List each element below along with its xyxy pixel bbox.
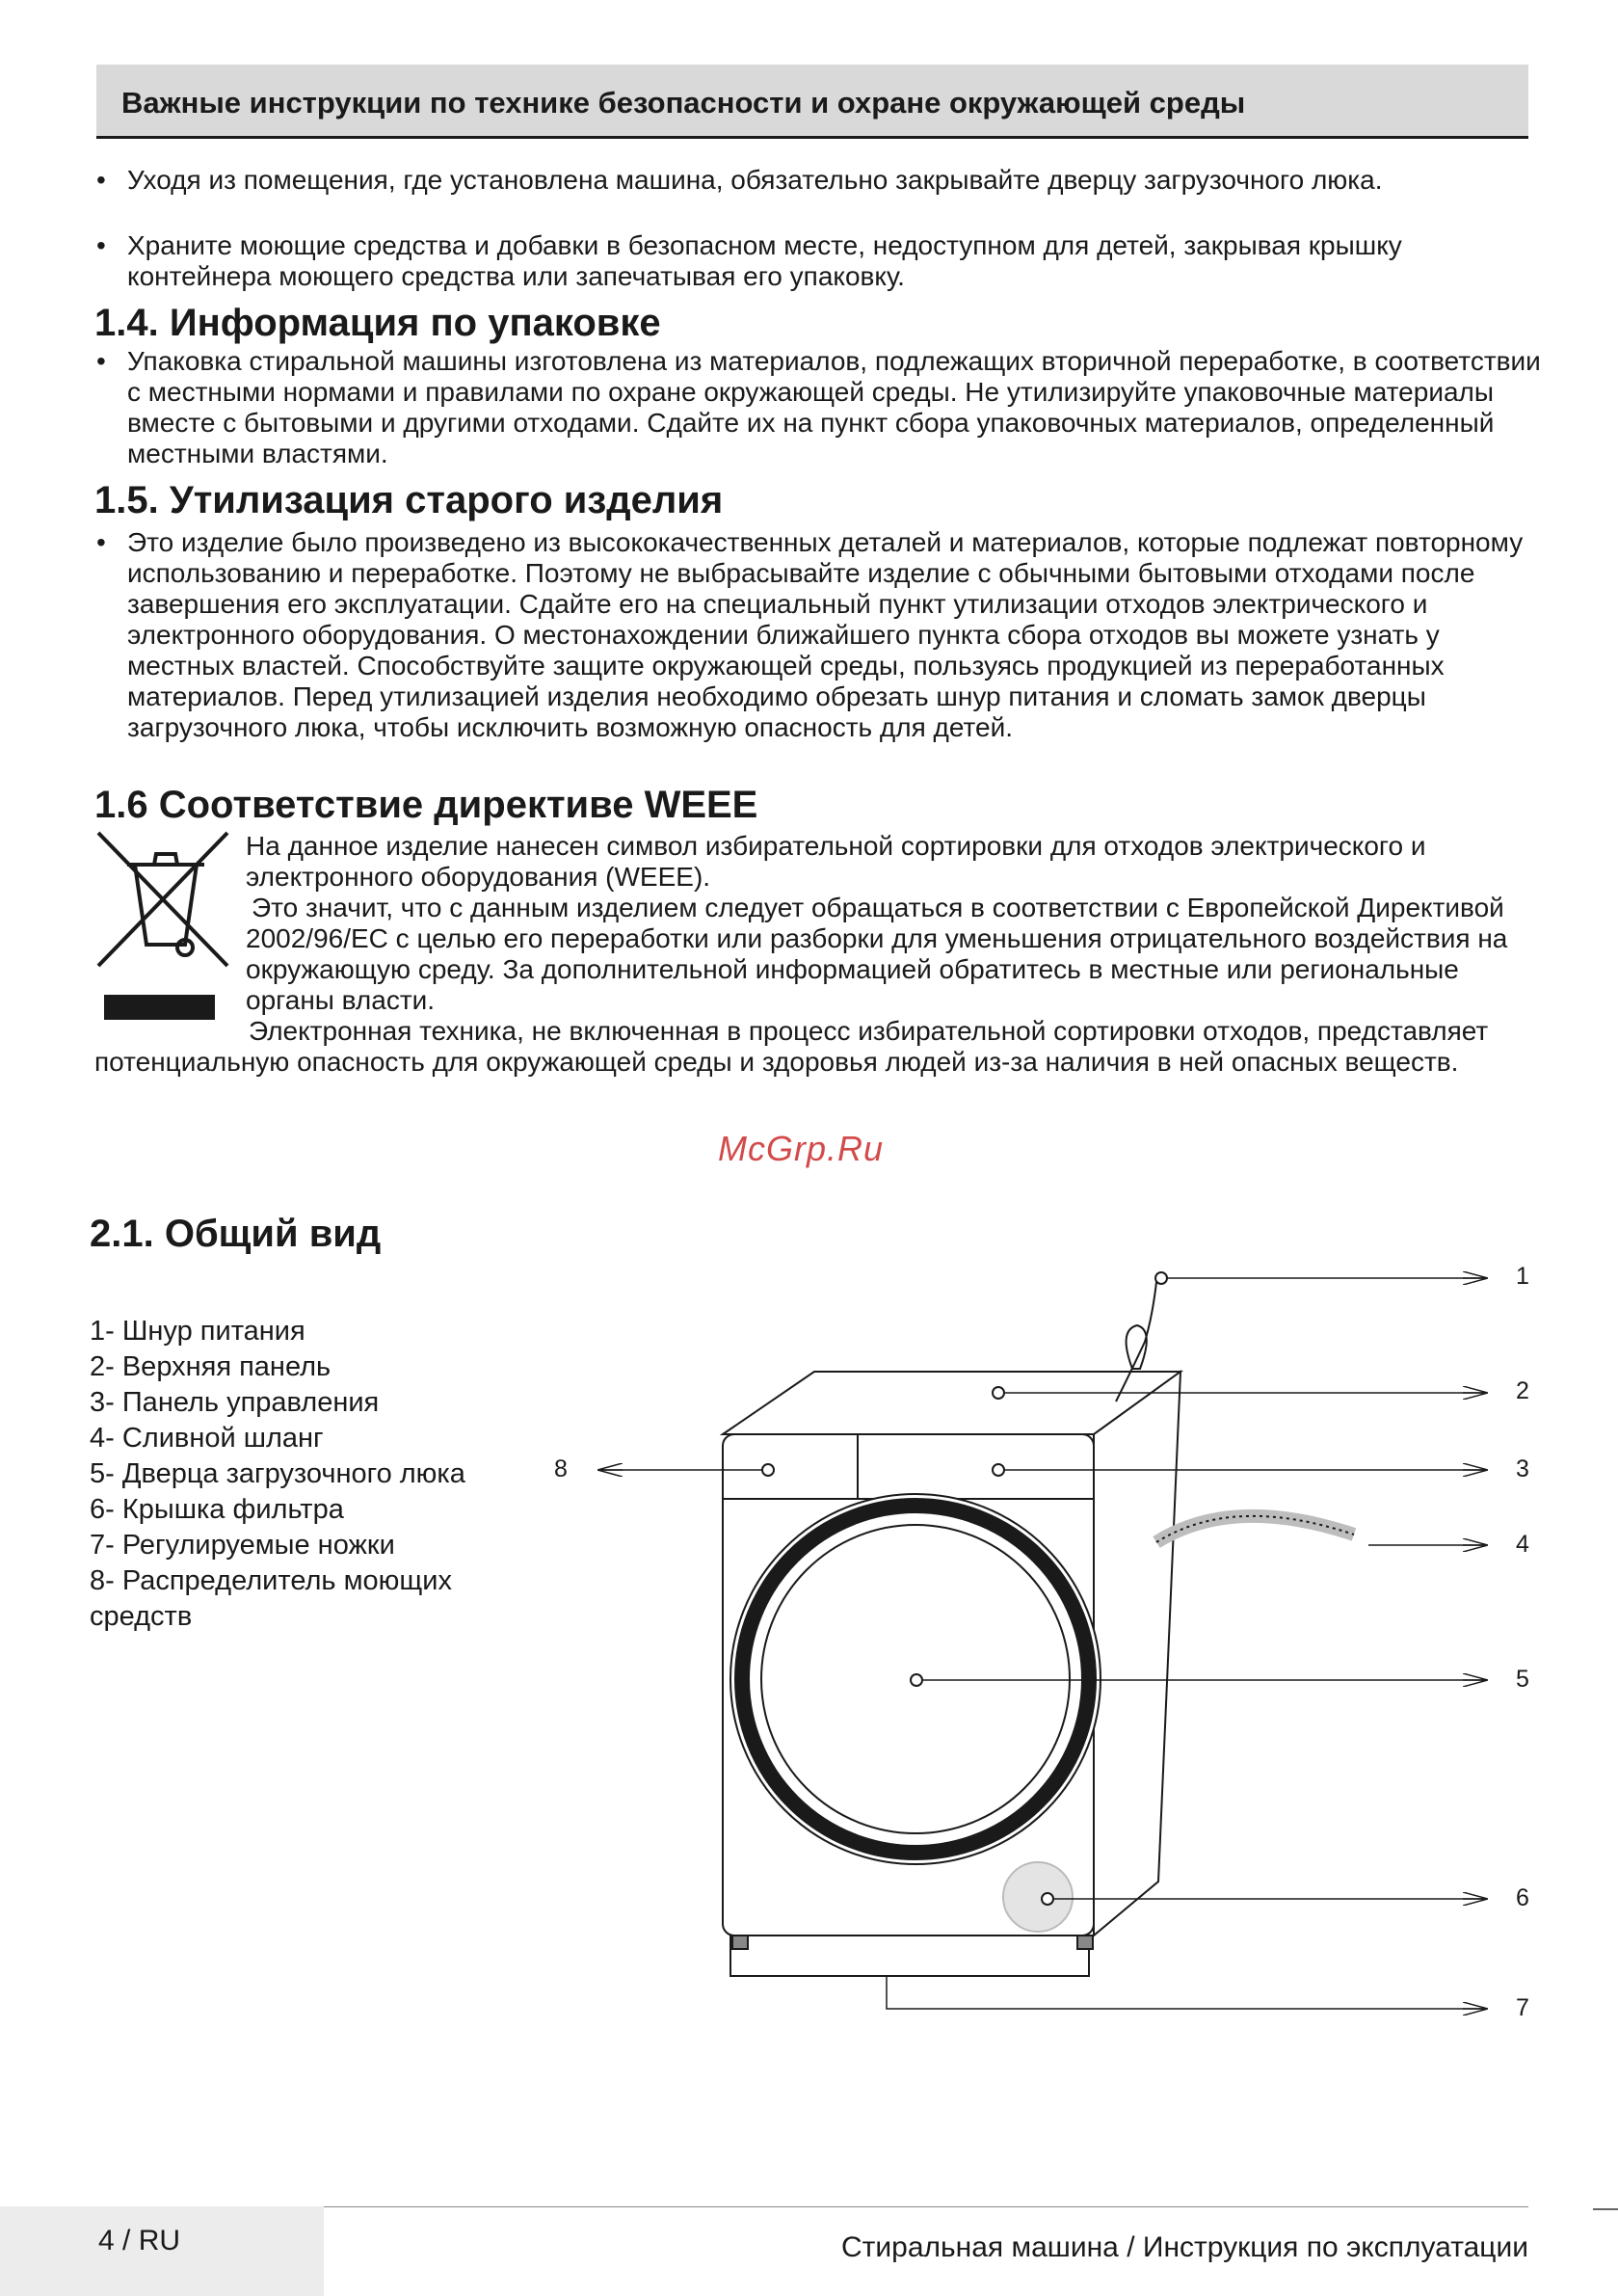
footer-tick: [1593, 2208, 1618, 2210]
weee-paragraph-2: Это значит, что с данным изделием следует обращаться в соответствии с Европейской Директивой 2002/96/EC с целью его переработки или разборки для уменьшения отрицательного воздействия на окружающую среду. За дополнительной информацией обратитесь в местные или региональные органы власти.: [246, 893, 1508, 1015]
legend-item: 8- Распределитель моющих средств: [90, 1565, 452, 1632]
callout-number: 1: [1516, 1263, 1529, 1290]
section-title-disposal: 1.5. Утилизация старого изделия: [94, 479, 724, 521]
legend-item: 7- Регулируемые ножки: [90, 1530, 395, 1561]
callout-number: 8: [554, 1455, 568, 1482]
legend-item: 1- Шнур питания: [90, 1316, 305, 1347]
footer-doc-title: Стиральная машина / Инструкция по эксплуатации: [840, 2231, 1528, 2263]
bullet-dot: •: [96, 165, 106, 195]
weee-paragraph-1: На данное изделие нанесен символ избирательной сортировки для отходов электрического и электронного оборудования (WEEE).: [246, 831, 1426, 892]
header-title: Важные инструкции по технике безопасности и охране окружающей среды: [121, 86, 1246, 120]
bullet-dot: •: [96, 346, 106, 376]
page-number: 4 / RU: [98, 2225, 181, 2256]
callout-number: 5: [1516, 1666, 1529, 1693]
legend-item: 2- Верхняя панель: [90, 1351, 332, 1382]
legend-item: 3- Панель управления: [90, 1387, 380, 1418]
footer-divider: [324, 2206, 1528, 2207]
list-item: [96, 346, 1542, 469]
legend-item: 6- Крышка фильтра: [90, 1494, 344, 1525]
weee-paragraph-3: Электронная техника, не включенная в процесс избирательной сортировки отходов, представляет потенциальную опасность для окружающей среды и здоровья людей из-за наличия в ней опасных веществ.: [94, 1016, 1489, 1077]
section-title-weee: 1.6 Соответствие директиве WEEE: [94, 784, 758, 826]
callout-number: 7: [1516, 1994, 1529, 2021]
list-item-text: Упаковка стиральной машины изготовлена из материалов, подлежащих вторичной переработке, в соответствии с местными нормами и правилами по охране окружающей среды. Не утилизируйте упаковочные материалы вместе с бытовыми и другими отходами. Сдайте их на пункт сбора упаковочных материалов, определенный местными властями.: [127, 346, 1541, 468]
bullet-dot: •: [96, 230, 106, 260]
callout-number: 4: [1516, 1531, 1529, 1558]
legend-item: 4- Сливной шланг: [90, 1423, 324, 1454]
list-item: [96, 165, 1542, 196]
list-item-text: Это изделие было произведено из высококачественных деталей и материалов, которые подлежат повторному использованию и переработке. Поэтому не выбрасывайте изделие с обычными бытовыми отходами после завершения его эксплуатации. Сдайте его на специальный пункт утилизации отходов электрического и электронного оборудования. О местонахождении ближайшего пункта сбора отходов вы можете узнать у местных властей. Способствуйте защите окружающей среды, пользуясь продукцией из переработанных материалов. Перед утилизацией изделия необходимо обрезать шнур питания и сломать замок дверцы загрузочного люка, чтобы исключить возможную опасность для детей.: [127, 527, 1524, 742]
list-item: [96, 230, 1542, 292]
callout-number: 3: [1516, 1455, 1529, 1482]
list-item-text: Храните моющие средства и добавки в безопасном месте, недоступном для детей, закрывая крышку контейнера моющего средства или запечатывая его упаковку.: [127, 230, 1402, 291]
watermark: McGrp.Ru: [718, 1129, 885, 1168]
callout-number: 2: [1516, 1377, 1529, 1404]
section-title-overview: 2.1. Общий вид: [90, 1213, 382, 1255]
washing-machine-diagram: [559, 1253, 1523, 2043]
section-title-packaging: 1.4. Информация по упаковке: [94, 302, 661, 344]
list-item: [96, 527, 1542, 743]
list-item-text: Уходя из помещения, где установлена машина, обязательно закрывайте дверцу загрузочного люка.: [127, 165, 1383, 195]
weee-crossed-bin-icon: [96, 831, 231, 1024]
callout-number: 6: [1516, 1884, 1529, 1911]
legend-item: 5- Дверца загрузочного люка: [90, 1458, 465, 1489]
header-bar: [96, 65, 1528, 139]
bullet-dot: •: [96, 527, 106, 557]
